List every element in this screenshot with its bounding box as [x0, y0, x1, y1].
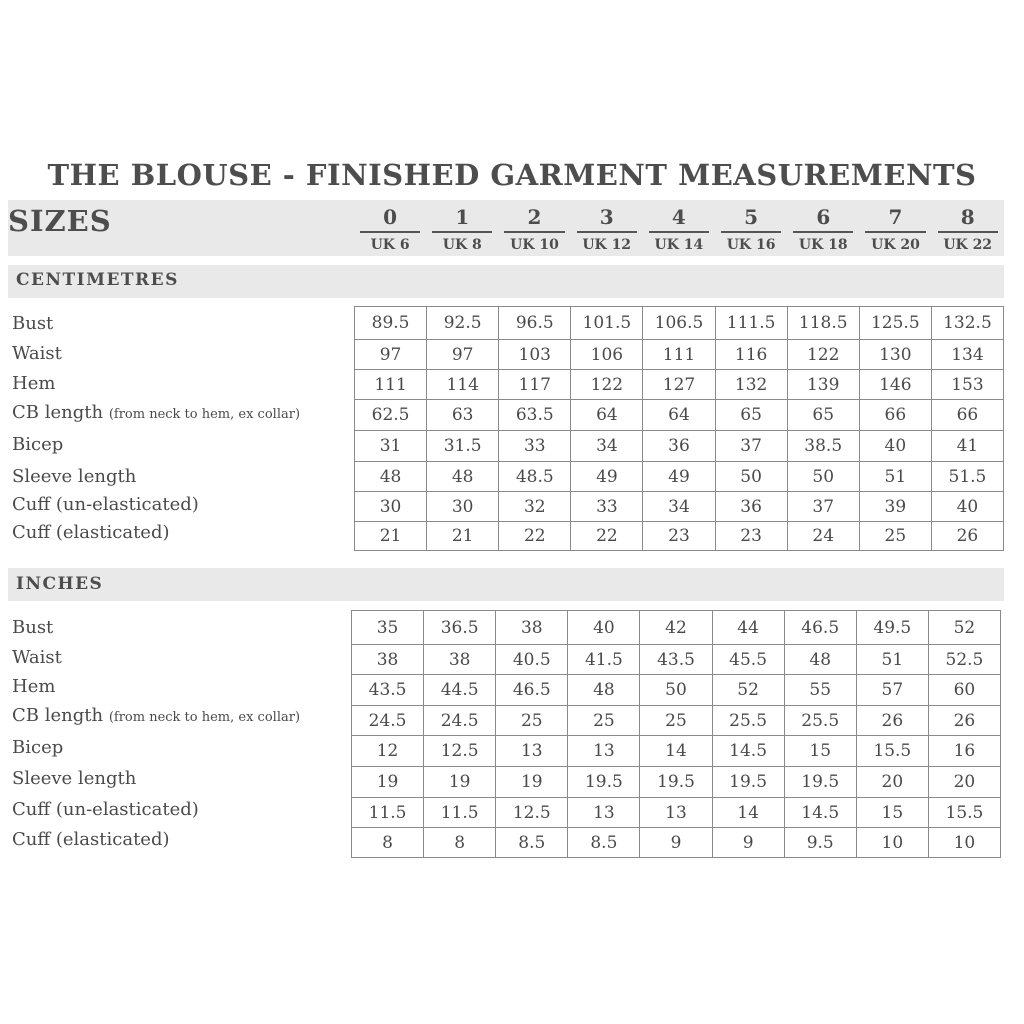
size-column-header — [354, 206, 426, 253]
table-cell: 22 — [499, 522, 571, 551]
table-cell: 44 — [712, 611, 784, 645]
table-cell: 35 — [352, 611, 424, 645]
table-cell: 41 — [931, 431, 1003, 462]
table-cell: 118.5 — [787, 307, 859, 340]
table-cell: 97 — [427, 340, 499, 370]
table-cell: 13 — [640, 798, 712, 828]
row-label-text: Bust — [12, 617, 54, 638]
table-cell: 36 — [715, 492, 787, 522]
table-cell: 33 — [499, 431, 571, 462]
size-number: 8 — [960, 205, 975, 229]
size-number: 5 — [744, 205, 759, 229]
row-label-text: Hem — [12, 373, 56, 394]
table-cell: 31 — [355, 431, 427, 462]
table-cell: 48 — [784, 645, 856, 675]
table-cell: 24.5 — [424, 706, 496, 736]
size-underline — [360, 231, 420, 233]
table-cell: 21 — [355, 522, 427, 551]
table-cell: 48.5 — [499, 462, 571, 492]
row-label-note: (from neck to hem, ex collar) — [108, 710, 301, 725]
row-label — [12, 522, 170, 543]
table-cell: 92.5 — [427, 307, 499, 340]
inches-heading: INCHES — [16, 574, 104, 594]
table-cell: 51 — [859, 462, 931, 492]
table-cell: 111.5 — [715, 307, 787, 340]
table-cell: 19 — [496, 767, 568, 798]
table-cell: 24.5 — [352, 706, 424, 736]
row-label — [12, 373, 55, 394]
table-cell: 64 — [571, 400, 643, 431]
row-label — [12, 737, 63, 758]
table-cell: 37 — [715, 431, 787, 462]
table-cell: 9 — [712, 828, 784, 858]
table-cell: 39 — [859, 492, 931, 522]
table-cell: 36 — [643, 431, 715, 462]
table-row — [352, 767, 1001, 798]
table-cell: 45.5 — [712, 645, 784, 675]
size-number: 3 — [599, 205, 614, 229]
size-number: 2 — [527, 205, 542, 229]
table-cell: 23 — [643, 522, 715, 551]
table-cell: 11.5 — [352, 798, 424, 828]
table-cell: 49 — [571, 462, 643, 492]
row-label — [12, 705, 300, 726]
row-label — [12, 617, 53, 638]
row-label — [12, 799, 199, 820]
row-label-text: Cuff (un-elasticated) — [12, 799, 199, 820]
table-cell: 25 — [496, 706, 568, 736]
table-cell: 30 — [427, 492, 499, 522]
table-cell: 34 — [643, 492, 715, 522]
centimetres-table — [354, 306, 1004, 551]
table-cell: 14.5 — [712, 736, 784, 767]
size-uk: UK 20 — [871, 237, 920, 253]
size-column-header — [643, 206, 715, 253]
centimetres-heading: CENTIMETRES — [16, 270, 179, 290]
table-cell: 50 — [787, 462, 859, 492]
table-cell: 134 — [931, 340, 1003, 370]
size-underline — [577, 231, 637, 233]
table-cell: 36.5 — [424, 611, 496, 645]
table-cell: 26 — [931, 522, 1003, 551]
size-number: 0 — [383, 205, 398, 229]
table-cell: 10 — [856, 828, 928, 858]
size-uk: UK 22 — [943, 237, 993, 253]
table-row — [352, 736, 1001, 767]
table-cell: 48 — [427, 462, 499, 492]
size-uk: UK 10 — [510, 237, 559, 253]
table-cell: 43.5 — [352, 675, 424, 706]
table-cell: 52 — [712, 675, 784, 706]
table-cell: 12.5 — [424, 736, 496, 767]
table-cell: 13 — [568, 798, 640, 828]
table-cell: 106.5 — [643, 307, 715, 340]
row-label-text: CB length — [12, 402, 104, 423]
table-cell: 38 — [424, 645, 496, 675]
row-label-text: Hem — [12, 676, 56, 697]
table-cell: 103 — [499, 340, 571, 370]
table-cell: 24 — [787, 522, 859, 551]
table-cell: 15 — [856, 798, 928, 828]
table-cell: 15 — [784, 736, 856, 767]
table-cell: 20 — [928, 767, 1000, 798]
table-cell: 96.5 — [499, 307, 571, 340]
size-column-header — [859, 206, 931, 253]
table-cell: 139 — [787, 370, 859, 400]
table-cell: 8.5 — [568, 828, 640, 858]
table-cell: 8 — [352, 828, 424, 858]
table-cell: 26 — [856, 706, 928, 736]
table-cell: 15.5 — [856, 736, 928, 767]
table-cell: 64 — [643, 400, 715, 431]
table-row — [355, 307, 1004, 340]
size-underline — [865, 231, 925, 233]
row-label-text: Waist — [12, 647, 62, 668]
size-underline — [432, 231, 492, 233]
table-cell: 30 — [355, 492, 427, 522]
table-cell: 41.5 — [568, 645, 640, 675]
table-cell: 153 — [931, 370, 1003, 400]
row-label — [12, 829, 170, 850]
inches-table — [351, 610, 1001, 858]
table-cell: 51.5 — [931, 462, 1003, 492]
table-row — [352, 611, 1001, 645]
table-cell: 26 — [928, 706, 1000, 736]
table-cell: 127 — [643, 370, 715, 400]
table-cell: 12.5 — [496, 798, 568, 828]
table-cell: 40.5 — [496, 645, 568, 675]
table-cell: 146 — [859, 370, 931, 400]
table-row — [352, 828, 1001, 858]
table-cell: 63.5 — [499, 400, 571, 431]
table-row — [352, 675, 1001, 706]
table-cell: 66 — [859, 400, 931, 431]
table-cell: 33 — [571, 492, 643, 522]
table-cell: 31.5 — [427, 431, 499, 462]
table-row — [355, 340, 1004, 370]
table-cell: 101.5 — [571, 307, 643, 340]
table-cell: 13 — [568, 736, 640, 767]
table-row — [355, 431, 1004, 462]
table-cell: 89.5 — [355, 307, 427, 340]
row-label — [12, 343, 62, 364]
size-underline — [504, 231, 564, 233]
table-cell: 48 — [568, 675, 640, 706]
table-cell: 19.5 — [784, 767, 856, 798]
size-column-header — [715, 206, 787, 253]
table-cell: 132.5 — [931, 307, 1003, 340]
table-cell: 40 — [931, 492, 1003, 522]
row-label-text: Bicep — [12, 434, 64, 455]
row-label-text: Cuff (un-elasticated) — [12, 494, 199, 515]
table-cell: 132 — [715, 370, 787, 400]
sizes-label: SIZES — [8, 204, 112, 238]
size-underline — [938, 231, 998, 233]
size-number: 1 — [455, 205, 470, 229]
table-cell: 65 — [715, 400, 787, 431]
table-cell: 34 — [571, 431, 643, 462]
table-cell: 52.5 — [928, 645, 1000, 675]
table-row — [355, 400, 1004, 431]
table-cell: 25 — [640, 706, 712, 736]
row-label-text: Cuff (elasticated) — [12, 522, 170, 543]
table-cell: 114 — [427, 370, 499, 400]
size-uk: UK 16 — [726, 237, 776, 253]
row-label-text: Sleeve length — [12, 768, 137, 789]
table-cell: 57 — [856, 675, 928, 706]
table-cell: 51 — [856, 645, 928, 675]
table-cell: 38 — [496, 611, 568, 645]
table-cell: 65 — [787, 400, 859, 431]
table-cell: 43.5 — [640, 645, 712, 675]
table-cell: 9 — [640, 828, 712, 858]
table-row — [355, 462, 1004, 492]
table-cell: 15.5 — [928, 798, 1000, 828]
table-cell: 122 — [571, 370, 643, 400]
size-column-header — [787, 206, 859, 253]
table-cell: 23 — [715, 522, 787, 551]
table-cell: 25.5 — [712, 706, 784, 736]
table-cell: 44.5 — [424, 675, 496, 706]
table-cell: 63 — [427, 400, 499, 431]
table-cell: 40 — [568, 611, 640, 645]
table-cell: 13 — [496, 736, 568, 767]
table-cell: 21 — [427, 522, 499, 551]
row-label — [12, 313, 53, 334]
page-title: THE BLOUSE - FINISHED GARMENT MEASUREMENTS — [47, 158, 977, 192]
table-cell: 111 — [643, 340, 715, 370]
size-number: 6 — [816, 205, 831, 229]
table-cell: 19 — [424, 767, 496, 798]
table-cell: 14 — [640, 736, 712, 767]
table-row — [352, 645, 1001, 675]
table-cell: 37 — [787, 492, 859, 522]
size-uk: UK 14 — [654, 237, 704, 253]
table-cell: 117 — [499, 370, 571, 400]
table-cell: 16 — [928, 736, 1000, 767]
row-label — [12, 494, 199, 515]
table-cell: 19.5 — [640, 767, 712, 798]
table-cell: 38 — [352, 645, 424, 675]
table-cell: 11.5 — [424, 798, 496, 828]
table-cell: 50 — [640, 675, 712, 706]
table-row — [352, 798, 1001, 828]
row-label-text: Bicep — [12, 737, 64, 758]
table-cell: 46.5 — [784, 611, 856, 645]
row-label-text: Waist — [12, 343, 62, 364]
table-cell: 9.5 — [784, 828, 856, 858]
table-cell: 52 — [928, 611, 1000, 645]
table-cell: 19.5 — [712, 767, 784, 798]
table-row — [355, 522, 1004, 551]
table-cell: 22 — [571, 522, 643, 551]
table-cell: 14 — [712, 798, 784, 828]
table-cell: 66 — [931, 400, 1003, 431]
table-cell: 48 — [355, 462, 427, 492]
row-label-text: Bust — [12, 313, 54, 334]
row-label-note: (from neck to hem, ex collar) — [108, 407, 301, 422]
row-label — [12, 676, 55, 697]
size-underline — [721, 231, 781, 233]
table-cell: 116 — [715, 340, 787, 370]
size-underline — [649, 231, 709, 233]
table-cell: 40 — [859, 431, 931, 462]
row-label-text: CB length — [12, 705, 104, 726]
inches-band — [8, 568, 1004, 601]
table-cell: 46.5 — [496, 675, 568, 706]
table-cell: 8.5 — [496, 828, 568, 858]
table-cell: 10 — [928, 828, 1000, 858]
table-cell: 25 — [568, 706, 640, 736]
table-row — [355, 370, 1004, 400]
size-column-header — [498, 206, 570, 253]
table-cell: 25 — [859, 522, 931, 551]
table-cell: 14.5 — [784, 798, 856, 828]
table-cell: 111 — [355, 370, 427, 400]
table-cell: 49 — [643, 462, 715, 492]
table-cell: 50 — [715, 462, 787, 492]
table-cell: 106 — [571, 340, 643, 370]
table-cell: 12 — [352, 736, 424, 767]
size-column-header — [571, 206, 643, 253]
size-uk: UK 12 — [582, 237, 632, 253]
table-row — [355, 492, 1004, 522]
size-number: 7 — [888, 205, 903, 229]
row-label-text: Cuff (elasticated) — [12, 829, 170, 850]
table-cell: 38.5 — [787, 431, 859, 462]
row-label — [12, 647, 62, 668]
table-cell: 97 — [355, 340, 427, 370]
table-cell: 25.5 — [784, 706, 856, 736]
table-cell: 55 — [784, 675, 856, 706]
table-cell: 19 — [352, 767, 424, 798]
row-label — [12, 768, 136, 789]
table-cell: 8 — [424, 828, 496, 858]
table-cell: 60 — [928, 675, 1000, 706]
table-row — [352, 706, 1001, 736]
size-column-header — [426, 206, 498, 253]
table-cell: 32 — [499, 492, 571, 522]
size-column-header — [932, 206, 1004, 253]
row-label — [12, 466, 136, 487]
table-cell: 20 — [856, 767, 928, 798]
row-label-text: Sleeve length — [12, 466, 137, 487]
size-number: 4 — [671, 205, 686, 229]
table-cell: 19.5 — [568, 767, 640, 798]
row-label — [12, 434, 63, 455]
table-cell: 130 — [859, 340, 931, 370]
size-uk: UK 6 — [370, 237, 410, 253]
table-cell: 122 — [787, 340, 859, 370]
table-cell: 125.5 — [859, 307, 931, 340]
size-uk: UK 8 — [442, 237, 482, 253]
size-underline — [793, 231, 853, 233]
table-cell: 62.5 — [355, 400, 427, 431]
row-label — [12, 402, 300, 423]
size-uk: UK 18 — [798, 237, 848, 253]
table-cell: 49.5 — [856, 611, 928, 645]
table-cell: 42 — [640, 611, 712, 645]
